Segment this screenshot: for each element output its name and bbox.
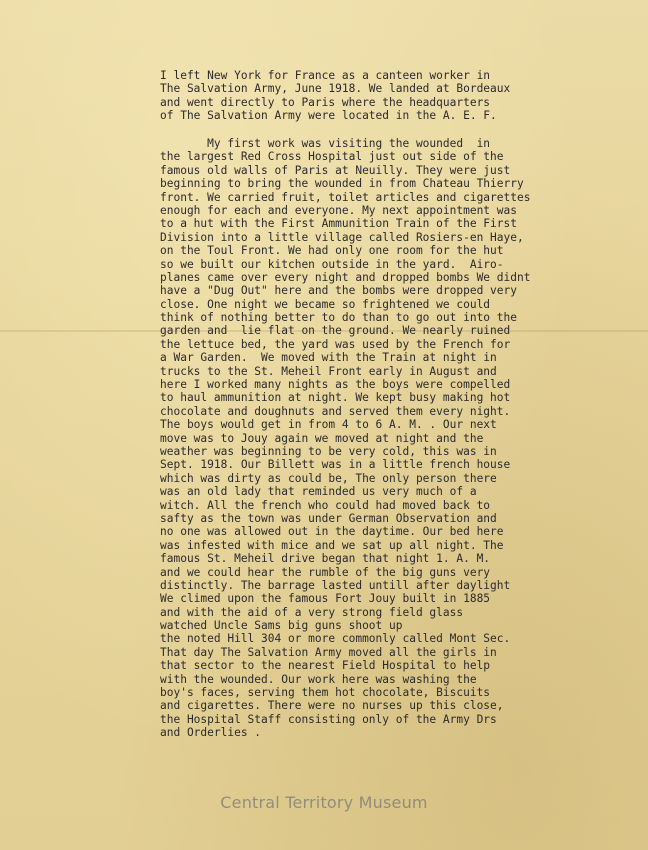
typed-line: to haul ammunition at night. We kept busy making hot <box>160 391 511 405</box>
typed-line: Division into a little village called Rosiers-en Haye, <box>160 230 524 244</box>
typed-line: enough for each and everyone. My next appointment was <box>160 203 517 217</box>
typed-line: think of nothing better to do than to go out into the <box>160 311 517 325</box>
typed-line: and with the aid of a very strong field glass <box>160 605 464 619</box>
typed-line: was an old lady that reminded us very much of a <box>160 485 477 499</box>
typed-line: which was dirty as could be, The only person there <box>160 471 497 485</box>
typed-line: no one was allowed out in the daytime. Our bed here <box>160 525 504 539</box>
typed-line: famous St. Meheil drive began that night 1. A. M. <box>160 552 491 566</box>
typed-line: That day The Salvation Army moved all the girls in <box>160 645 497 659</box>
typed-line: chocolate and doughnuts and served them every night. <box>160 404 511 418</box>
typed-line: here I worked many nights as the boys were compelled <box>160 378 511 392</box>
typed-line: and we could hear the rumble of the big guns very <box>160 565 491 579</box>
typed-line: I left New York for France as a canteen worker in <box>160 69 491 82</box>
typed-line: a War Garden. We moved with the Train at night in <box>160 351 497 365</box>
typed-line: Sept. 1918. Our Billett was in a little french house <box>160 458 511 472</box>
typed-line: and Orderlies . <box>160 726 262 740</box>
typed-line: garden and lie flat on the ground. We nearly ruined <box>160 324 511 338</box>
typed-line: trucks to the St. Meheil Front early in August and <box>160 364 497 378</box>
typed-line: boy's faces, serving them hot chocolate, Biscuits <box>160 686 491 700</box>
typed-line: witch. All the french who could had moved back to <box>160 498 491 512</box>
typed-line: beginning to bring the wounded in from Chateau Thierry <box>160 177 524 191</box>
typed-line: safty as the town was under German Observation and <box>160 511 497 525</box>
typed-line: the noted Hill 304 or more commonly called Mont Sec. <box>160 632 511 646</box>
typed-line: watched Uncle Sams big guns shoot up <box>160 619 403 633</box>
typed-line: have a "Dug Out" here and the bombs were dropped very <box>160 284 517 298</box>
typed-line: and cigarettes. There were no nurses up this close, <box>160 699 504 713</box>
typed-line: We climed upon the famous Fort Jouy built in 1885 <box>160 592 491 606</box>
typed-line: weather was beginning to be very cold, this was in <box>160 444 497 458</box>
typed-line: the lettuce bed, the yard was used by the French for <box>160 337 511 351</box>
typed-line: planes came over every night and dropped bombs We didnt <box>160 270 531 284</box>
typed-line: and went directly to Paris where the headquarters <box>160 95 491 109</box>
typed-line: The boys would get in from 4 to 6 A. M. . Our next <box>160 418 497 432</box>
typed-line: on the Toul Front. We had only one room for the hut <box>160 244 504 258</box>
typed-line: of The Salvation Army were located in the A. E. F. <box>160 109 497 123</box>
typed-line: close. One night we became so frightened we could <box>160 297 491 311</box>
typed-line: to a hut with the First Ammunition Train of the First <box>160 217 517 231</box>
typed-line: with the wounded. Our work here was washing the <box>160 672 477 686</box>
typed-line: that sector to the nearest Field Hospital to help <box>160 659 491 673</box>
typed-line: so we built our kitchen outside in the yard. Airo- <box>160 257 504 271</box>
typed-line: famous old walls of Paris at Neuilly. They were just <box>160 163 511 177</box>
paragraph-1 <box>160 69 510 123</box>
paragraph-2 <box>160 137 530 740</box>
typed-line: front. We carried fruit, toilet articles and cigarettes <box>160 190 531 204</box>
typed-line: The Salvation Army, June 1918. We landed at Bordeaux <box>160 82 511 96</box>
typed-line: distinctly. The barrage lasted untill after daylight <box>160 578 511 592</box>
museum-watermark: Central Territory Museum <box>220 793 428 812</box>
typed-line: the Hospital Staff consisting only of the Army Drs <box>160 712 497 726</box>
typed-line: move was to Jouy again we moved at night and the <box>160 431 484 445</box>
typed-line: was infested with mice and we sat up all night. The <box>160 538 504 552</box>
typed-line: My first work was visiting the wounded in <box>160 137 491 150</box>
typed-line: the largest Red Cross Hospital just out side of the <box>160 150 504 164</box>
